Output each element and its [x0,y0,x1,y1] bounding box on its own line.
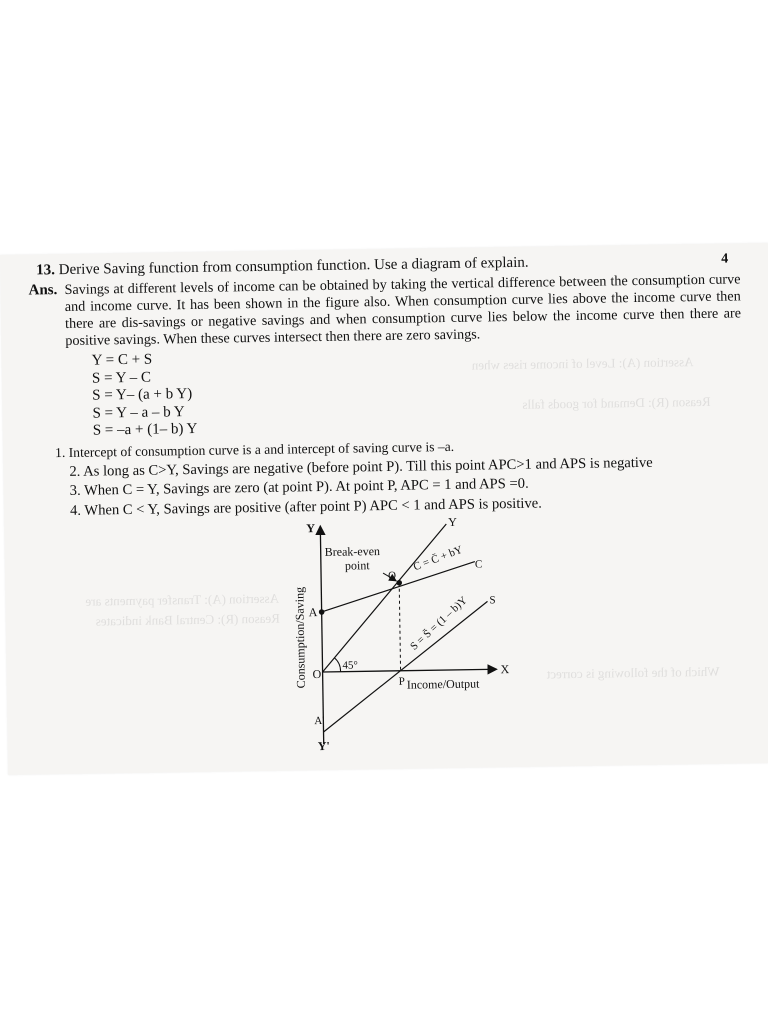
origin-label: O [312,667,322,682]
bleed-through-text: Assertion (A): Transfer payments are [85,590,280,609]
equation-line: S = Y– (a + b Y) [92,385,193,404]
angle-label: 45° [342,659,358,672]
bleed-through-text: Which of the following is correct [546,663,720,682]
answer-label: Ans. [28,282,58,299]
bleed-through-text: Assertion (A): Level of income rises when [471,354,694,373]
x-axis-title: Income/Output [406,676,480,692]
bleed-through-text: Reason (R): Demand for goods falls [522,393,711,412]
x-axis-end-label: X [500,662,510,677]
y-axis-top-label: Y [306,521,316,536]
point-q-label: Q [387,569,397,582]
point-a-label: A [308,605,318,620]
bleed-through-text: Reason (R): Central Bank indicates [95,610,280,629]
equation-line: S = Y – a – b Y [92,403,185,422]
y-axis [320,526,323,744]
consumption-line-label: C [474,558,483,571]
equation-block [92,351,198,440]
saving-line-label: S [489,594,496,607]
point-item: 3. When C = Y, Savings are zero (at point P). At point P, APC = 1 and APS =0. [69,475,529,499]
point-q-dot [396,580,402,586]
point-a-dot [319,609,325,615]
income-line-label: Y [448,514,458,529]
saving-equation: S = S̄ = (1 – b)Y [408,594,470,653]
point-a-prime-label: A' [314,714,325,728]
break-even-label: Break-even [324,544,381,559]
question-text: Derive Saving function from consumption function. Use a diagram of explain. [58,254,529,279]
saving-function-diagram [274,509,528,753]
equation-line: S = Y – C [91,369,152,387]
point-item: 1. Intercept of consumption curve is a and intercept of saving curve is –a. [54,438,455,461]
equation-line: Y = C + S [91,351,153,369]
question-marks: 4 [721,251,729,267]
angle-arc [334,658,340,672]
break-even-label-2: point [344,558,370,573]
answer-paragraph: Savings at different levels of income can be obtained by taking the vertical difference between the consumption curve and income curve. It has been shown in the figure also. When consumption curve lies above the income curve then there are dis-savings or negative savings and when consumption curve lies below the income curve then there are positive savings. When these curves intersect then there are zero savings. [64,271,742,349]
break-even-dashed-line [399,583,400,671]
question-number: 13. [36,262,56,279]
point-item: 4. When C < Y, Savings are positive (after point P) APC < 1 and APS is positive. [69,495,542,519]
y-axis-title: Consumption/Saving [292,586,308,689]
equation-line: S = –a + (1– b) Y [92,420,198,439]
points-list [55,434,653,521]
consumption-equation: C = C̄ + bY [411,543,465,574]
point-p-label: P [398,675,405,688]
y-axis-bottom-label: Y' [317,738,330,753]
point-item: 2. As long as C>Y, Savings are negative (before point P). Till this point APC>1 and APS is negative [69,454,653,480]
document-page [0,243,768,775]
